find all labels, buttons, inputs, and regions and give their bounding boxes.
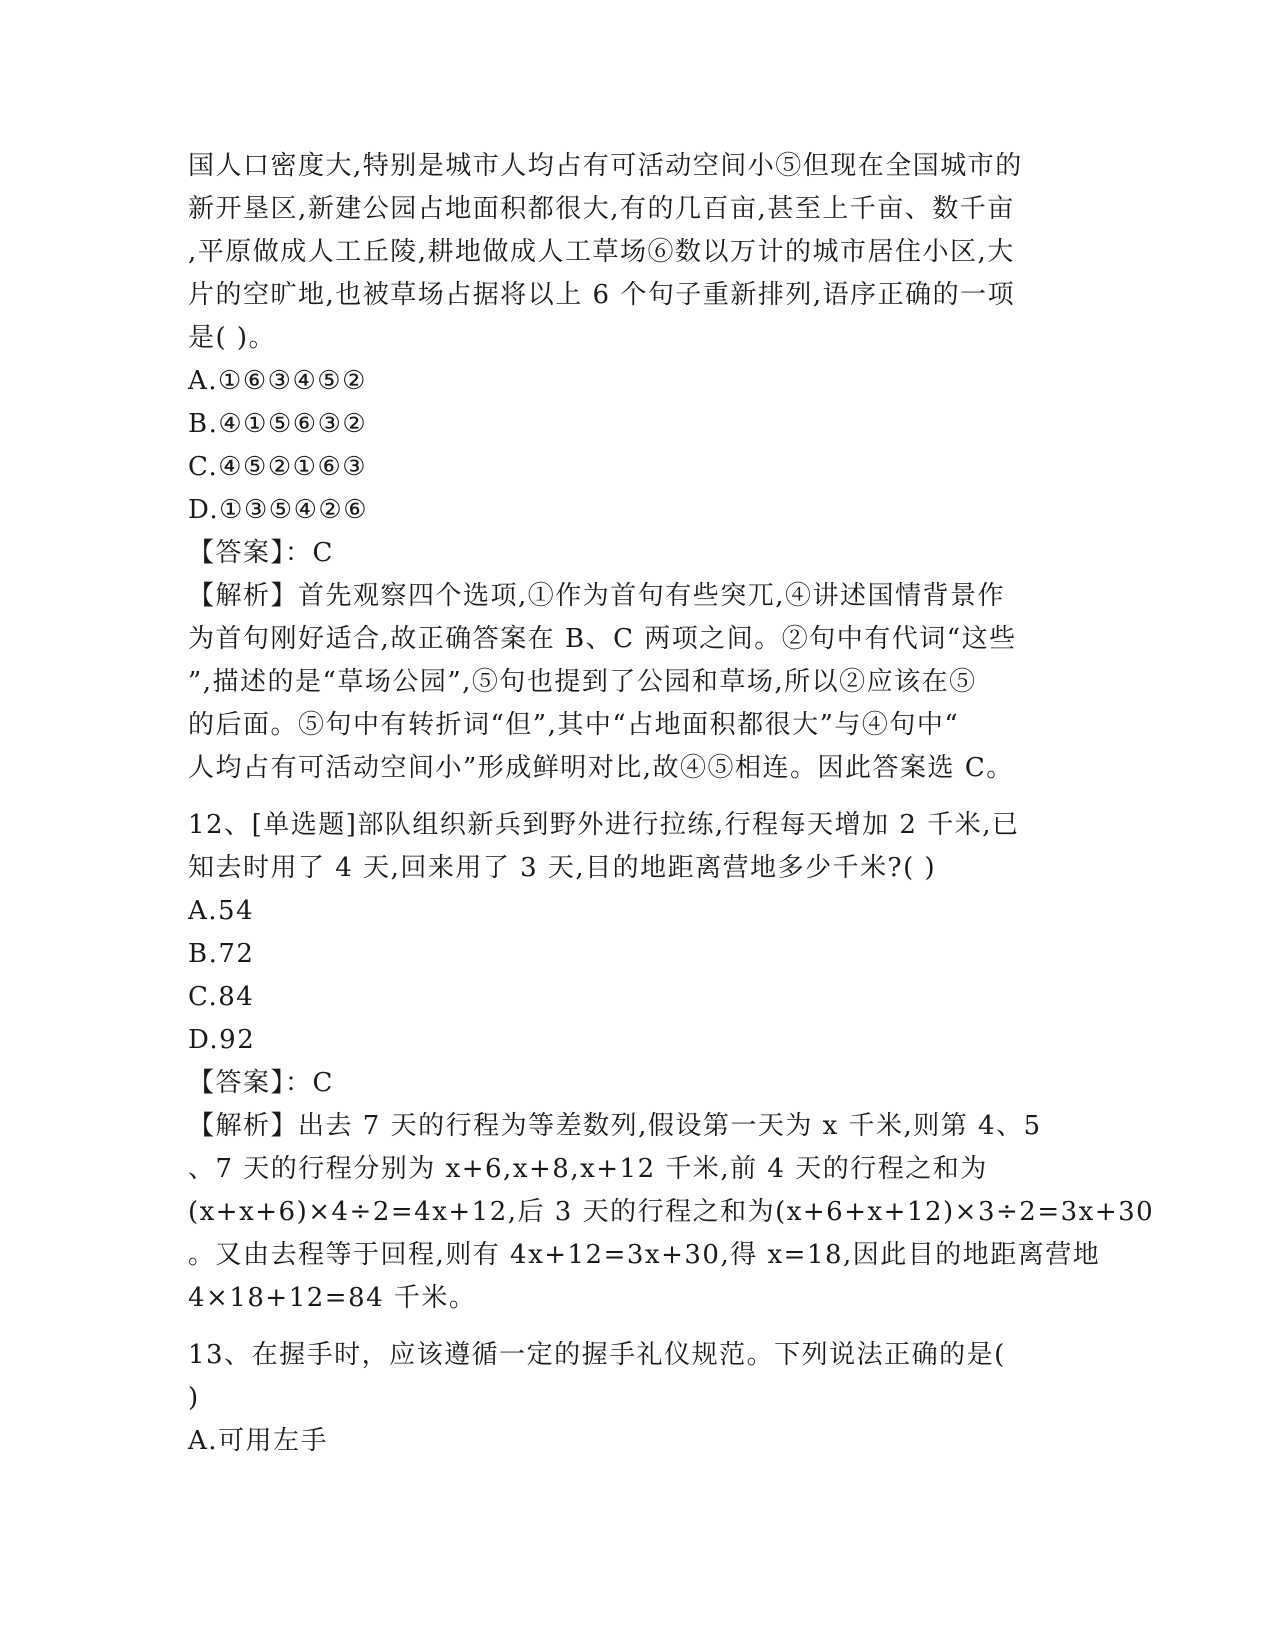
q11-option-d: D.①③⑤④②⑥ — [188, 495, 369, 525]
q11-option-c: C.④⑤②①⑥③ — [188, 452, 368, 482]
q12-stem-line: 12、[单选题]部队组织新兵到野外进行拉练,行程每天增加 2 千米,已 — [188, 810, 1020, 840]
q11-analysis-line: 人均占有可活动空间小”形成鲜明对比,故④⑤相连。因此答案选 C。 — [188, 753, 1014, 783]
q13-stem-line: 13、在握手时，应该遵循一定的握手礼仪规范。下列说法正确的是( — [188, 1340, 1006, 1370]
q11-option-b: B.④①⑤⑥③② — [188, 409, 368, 439]
q11-option-a: A.①⑥③④⑤② — [188, 366, 367, 396]
q12-option-b: B.72 — [188, 939, 255, 969]
q13-option-a: A.可用左手 — [188, 1426, 329, 1456]
question-spacer — [188, 1320, 1088, 1334]
q11-stem-line: 新开垦区,新建公园占地面积都很大,有的几百亩,甚至上千亩、数千亩 — [188, 194, 1015, 224]
q11-analysis-line: 的后面。⑤句中有转折词“但”,其中“占地面积都很大”与④句中“ — [188, 710, 960, 740]
q12-analysis-line: 、7 天的行程分别为 x+6,x+8,x+12 千米,前 4 天的行程之和为 — [188, 1154, 988, 1184]
q11-analysis-line: 为首句刚好适合,故正确答案在 B、C 两项之间。②句中有代词“这些 — [188, 624, 1017, 654]
q12-option-c: C.84 — [188, 982, 255, 1012]
question-12 — [188, 804, 1155, 1320]
q12-option-a: A.54 — [188, 896, 255, 926]
question-spacer — [188, 790, 1088, 804]
q11-stem-line: 片的空旷地,也被草场占据将以上 6 个句子重新排列,语序正确的一项 — [188, 280, 1016, 310]
q12-analysis-line: 【解析】出去 7 天的行程为等差数列,假设第一天为 x 千米,则第 4、5 — [188, 1111, 1042, 1141]
q11-stem-line: 是( )。 — [188, 323, 277, 353]
q13-stem-line: ) — [188, 1383, 200, 1413]
q12-answer: 【答案】：C — [188, 1068, 334, 1098]
q11-stem-line: ,平原做成人工丘陵,耕地做成人工草场⑥数以万计的城市居住小区,大 — [188, 237, 1015, 267]
q11-analysis-line: ”,描述的是“草场公园”,⑤句也提到了公园和草场,所以②应该在⑤ — [188, 667, 977, 697]
question-11 — [188, 145, 1088, 790]
q11-answer: 【答案】：C — [188, 538, 334, 568]
q12-analysis-line: (x+x+6)×4÷2=4x+12,后 3 天的行程之和为(x+6+x+12)×3÷2=3x+30 — [188, 1197, 1155, 1227]
q12-option-d: D.92 — [188, 1025, 256, 1055]
document-page — [188, 145, 1155, 1463]
q12-analysis-line: 。又由去程等于回程,则有 4x+12=3x+30,得 x=18,因此目的地距离营地 — [188, 1240, 1101, 1270]
q12-analysis-line: 4×18+12=84 千米。 — [188, 1283, 477, 1313]
q11-stem-line: 国人口密度大,特别是城市人均占有可活动空间小⑤但现在全国城市的 — [188, 151, 1023, 181]
question-13 — [188, 1334, 1088, 1463]
q12-stem-line: 知去时用了 4 天,回来用了 3 天,目的地距离营地多少千米?( ) — [188, 853, 937, 883]
q11-analysis-line: 【解析】首先观察四个选项,①作为首句有些突兀,④讲述国情背景作 — [188, 581, 1006, 611]
